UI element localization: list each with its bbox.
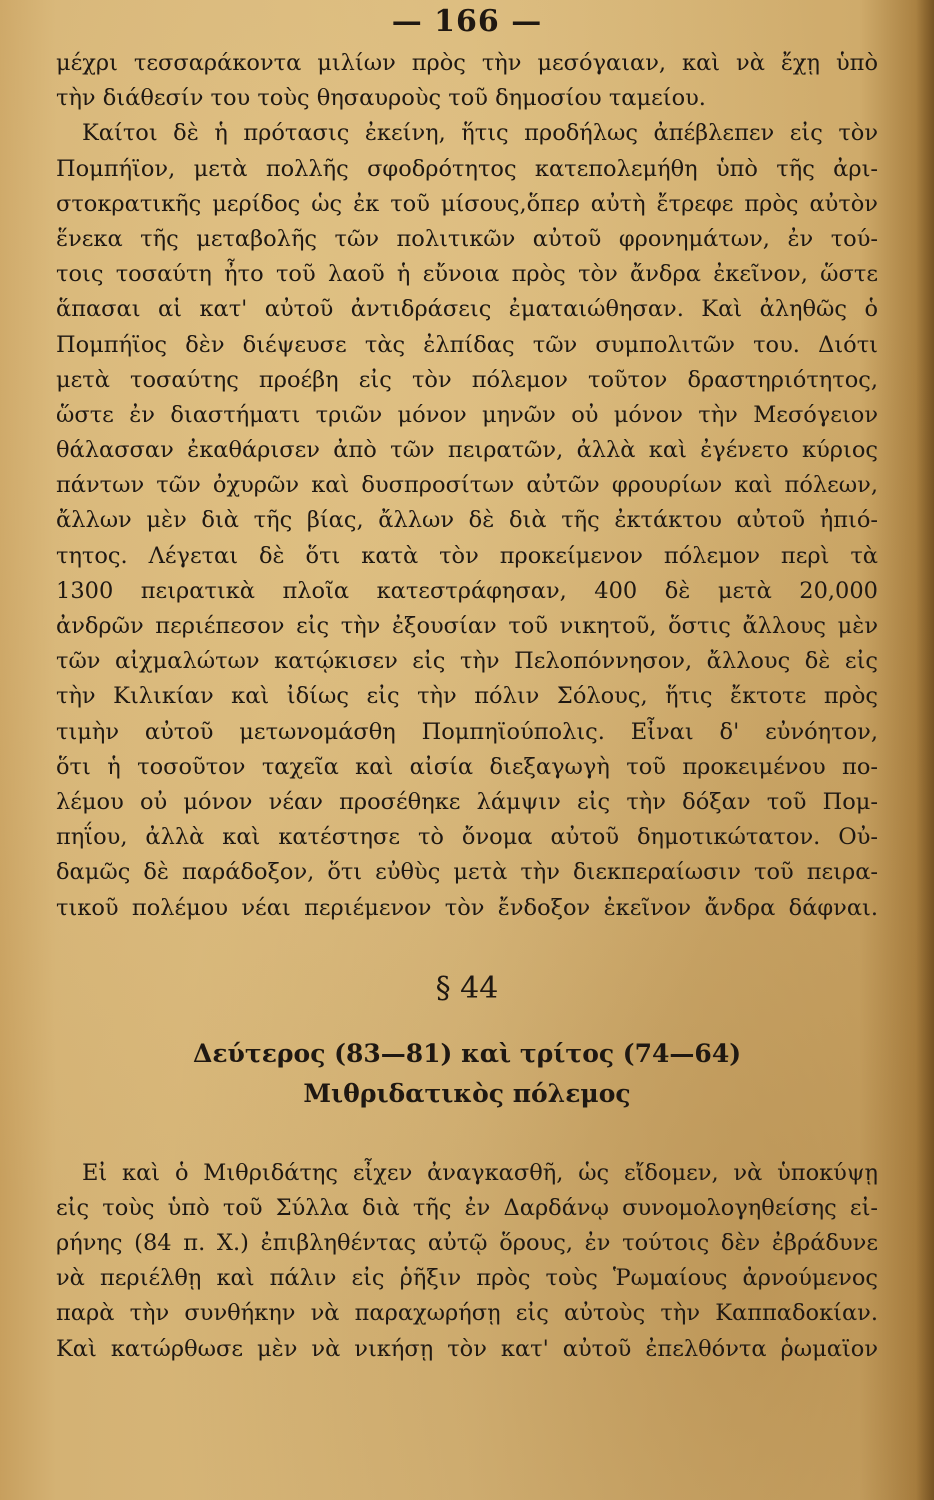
text-line: τητος. Λέγεται δὲ ὅτι κατὰ τὸν προκείμενον πόλεμον περὶ τὰ (56, 542, 878, 569)
text-line: ἕνεκα τῆς μεταβολῆς τῶν πολιτικῶν αὐτοῦ φρονημάτων, ἐν τού- (56, 225, 878, 252)
text-line: εἰς τοὺς ὑπὸ τοῦ Σύλλα διὰ τῆς ἐν Δαρδάνῳ συνομολογηθείσης εἰ- (56, 1194, 878, 1221)
text-line: Καίτοι δὲ ἡ πρότασις ἐκείνη, ἥτις προδήλως ἀπέβλεπεν εἰς τὸν (82, 120, 878, 147)
text-line: Πομπήϊον, μετὰ πολλῆς σφοδρότητος κατεπολεμήθη ὑπὸ τῆς ἀρι- (56, 155, 878, 182)
section-number: § 44 (435, 970, 499, 1006)
text-line: στοκρατικῆς μερίδος ὡς ἐκ τοῦ μίσους,ὅπερ αὐτὴ ἔτρεφε πρὸς αὐτὸν (56, 190, 878, 217)
text-line: δαμῶς δὲ παράδοξον, ὅτι εὐθὺς μετὰ τὴν διεκπεραίωσιν τοῦ πειρα- (56, 859, 878, 886)
text-line: ὅτι ἡ τοσοῦτον ταχεῖα καὶ αἰσία διεξαγωγὴ τοῦ προκειμένου πο- (56, 753, 878, 780)
text-line: Πομπήϊος δὲν διέψευσε τὰς ἐλπίδας τῶν συμπολιτῶν του. Διότι (56, 331, 878, 358)
text-line: λέμου οὐ μόνον νέαν προσέθηκε λάμψιν εἰς τὴν δόξαν τοῦ Πομ- (56, 788, 878, 815)
text-line: μέχρι τεσσαράκοντα μιλίων πρὸς τὴν μεσόγαιαν, καὶ νὰ ἔχῃ ὑπὸ (56, 50, 878, 76)
section-heading-line-1: Δεύτερος (83—81) καὶ τρίτος (74—64) (192, 1038, 742, 1068)
text-line: ἅπασαι αἱ κατ' αὐτοῦ ἀντιδράσεις ἐματαιώθησαν. Καὶ ἀληθῶς ὁ (56, 296, 878, 323)
text-line: Εἰ καὶ ὁ Μιθριδάτης εἶχεν ἀναγκασθῆ, ὡς εἴδομεν, νὰ ὑποκύψῃ (82, 1159, 878, 1186)
text-line: τὴν διάθεσίν του τοὺς θησαυροὺς τοῦ δημοσίου ταμείου. (56, 85, 706, 112)
text-line: ἄλλων μὲν διὰ τῆς βίας, ἄλλων δὲ διὰ τῆς ἐκτάκτου αὐτοῦ ἠπιό- (56, 507, 878, 534)
paragraph-2 (56, 1156, 878, 1367)
page-edge-shadow (916, 0, 934, 1500)
text-line: ἀνδρῶν περιέπεσον εἰς τὴν ἐξουσίαν τοῦ νικητοῦ, ὅστις ἄλλους μὲν (56, 613, 878, 639)
text-line: μετὰ τοσαύτης προέβη εἰς τὸν πόλεμον τοῦτον δραστηριότητος, (56, 366, 878, 393)
text-line: τικοῦ πολέμου νέαι περιέμενον τὸν ἔνδοξον ἐκεῖνον ἄνδρα δάφναι. (56, 894, 878, 921)
section-heading-line-2: Μιθριδατικὸς πόλεμος (303, 1078, 631, 1108)
text-line: ρήνης (84 π. Χ.) ἐπιβληθέντας αὐτῷ ὅρους, ἐν τούτοις δὲν ἐβράδυνε (56, 1230, 878, 1257)
text-line: 1300 πειρατικὰ πλοῖα κατεστράφησαν, 400 δὲ μετὰ 20,000 (56, 577, 878, 604)
text-line: παρὰ τὴν συνθήκην νὰ παραχωρήσῃ εἰς αὐτοὺς τὴν Καππαδοκίαν. (56, 1300, 878, 1327)
paragraph-1 (56, 46, 878, 926)
text-line: τιμὴν αὐτοῦ μετωνομάσθη Πομπηϊούπολις. Εἶναι δ' εὐνόητον, (56, 718, 878, 745)
text-line: πηΐου, ἀλλὰ καὶ κατέστησε τὸ ὄνομα αὐτοῦ δημοτικώτατον. Οὐ- (56, 824, 878, 851)
text-line: τῶν αἰχμαλώτων κατῴκισεν εἰς τὴν Πελοπόννησον, ἄλλους δὲ εἰς (56, 648, 878, 675)
text-line: τὴν Κιλικίαν καὶ ἰδίως εἰς τὴν πόλιν Σόλους, ἥτις ἔκτοτε πρὸς (56, 683, 878, 710)
body-text (56, 46, 878, 1367)
text-line: τοις τοσαύτη ἦτο τοῦ λαοῦ ἡ εὔνοια πρὸς τὸν ἄνδρα ἐκεῖνον, ὥστε (56, 261, 878, 288)
page-number: — 166 — (391, 4, 543, 39)
text-line: ὥστε ἐν διαστήματι τριῶν μόνον μηνῶν οὐ μόνον τὴν Μεσόγειον (56, 401, 878, 428)
text-line: Καὶ κατώρθωσε μὲν νὰ νικήσῃ τὸν κατ' αὐτοῦ ἐπελθόντα ῥωμαϊον (56, 1335, 878, 1362)
text-line: νὰ περιέλθῃ καὶ πάλιν εἰς ῥῆξιν πρὸς τοὺς Ῥωμαίους ἀρνούμενος (56, 1265, 878, 1292)
text-line: θάλασσαν ἐκαθάρισεν ἀπὸ τῶν πειρατῶν, ἀλλὰ καὶ ἐγένετο κύριος (56, 437, 878, 464)
text-line: πάντων τῶν ὀχυρῶν καὶ δυσπροσίτων αὐτῶν φρουρίων καὶ πόλεων, (56, 472, 878, 499)
